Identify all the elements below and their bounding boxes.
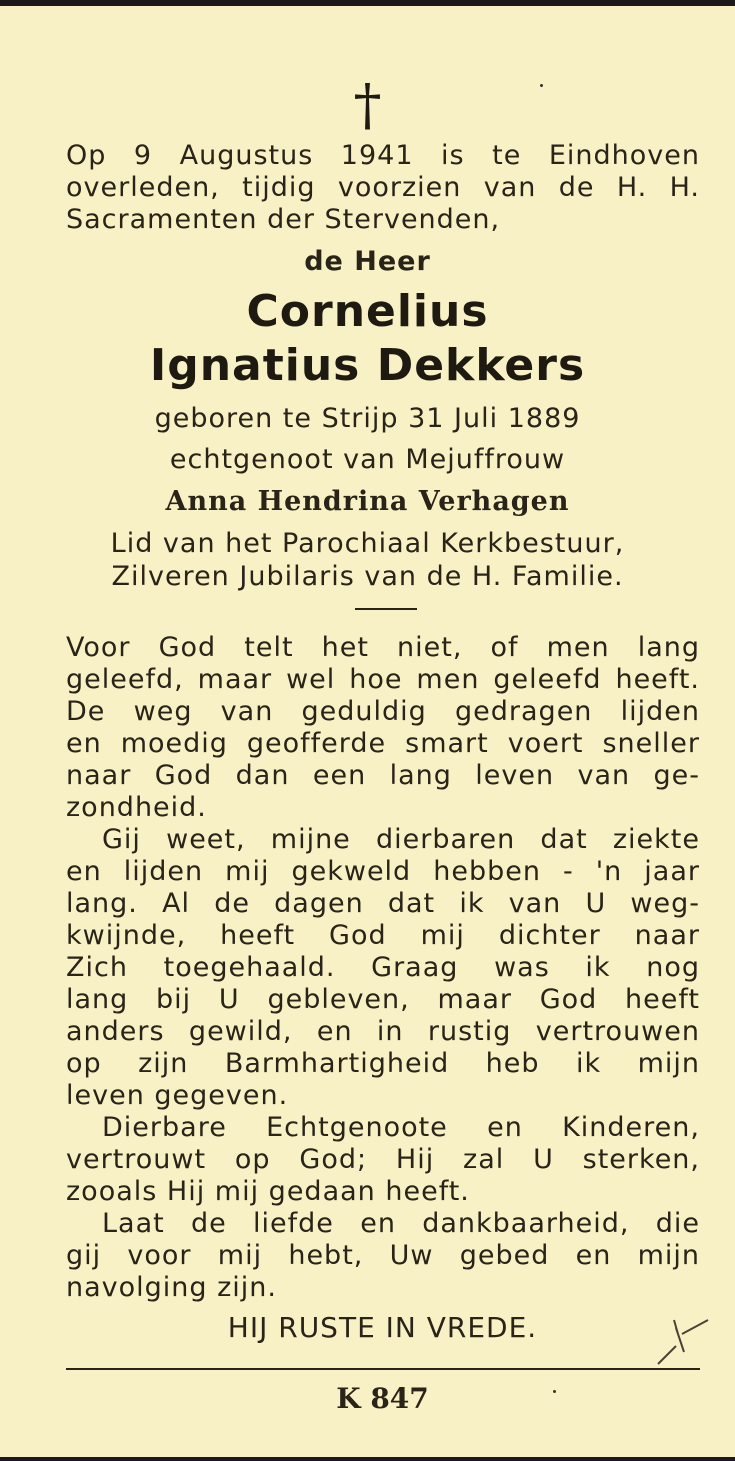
body-line: Zich toegehaald. Graag was ik nog [66,952,700,983]
body-line: lang bij U gebleven, maar God heeft [66,984,700,1015]
closing-line: HIJ RUSTE IN VREDE. [227,1311,538,1344]
deceased-last-name: Ignatius Dekkers [149,340,586,391]
spouse-name: Anna Hendrina Verhagen [165,486,570,517]
pen-mark-icon [638,1312,718,1372]
spouse-intro-line: echtgenoot van Mejuffrouw [169,444,566,475]
body-line: lang. Al de dagen dat ik van U weg- [66,888,700,919]
divider-long [66,1368,700,1370]
intro-line: Op 9 Augustus 1941 is te Eindhoven [66,140,700,171]
role-line: Lid van het Parochiaal Kerkbestuur, [110,528,625,559]
body-line: gij voor mij hebt, Uw gebed en mijn [66,1240,700,1271]
intro-line: overleden, tijdig voorzien van de H. H. [66,172,700,203]
body-line: en moedig geofferde smart voert sneller [66,728,700,759]
cross-icon: † [353,73,382,138]
body-line: Dierbare Echtgenoote en Kinderen, [102,1112,700,1143]
body-line: kwijnde, heeft God mij dichter naar [66,920,700,951]
body-line: leven gegeven. [66,1080,289,1111]
body-line: vertrouwt op God; Hij zal U sterken, [66,1144,700,1175]
body-line: anders gewild, en in rustig vertrouwen [66,1016,700,1047]
body-line: Laat de liefde en dankbaarheid, die [102,1208,700,1239]
birth-line: geboren te Strijp 31 Juli 1889 [154,403,581,434]
body-line: geleefd, maar wel hoe men geleefd heeft. [66,664,700,695]
title-line: de Heer [304,246,431,277]
body-line: zooals Hij mij gedaan heeft. [66,1176,470,1207]
speck [540,84,543,87]
body-line: naar God dan een lang leven van ge- [66,760,700,791]
reference-number: K 847 [336,1382,429,1415]
role-line: Zilveren Jubilaris van de H. Familie. [111,561,624,592]
body-line: Voor God telt het niet, of men lang [66,632,700,663]
intro-line: Sacramenten der Stervenden, [66,204,501,235]
body-line: en lijden mij gekweld hebben - 'n jaar [66,856,700,887]
speck [553,1390,556,1393]
body-line: De weg van geduldig gedragen lijden [66,696,700,727]
body-line: navolging zijn. [66,1272,278,1303]
deceased-first-name: Cornelius [246,286,489,337]
body-line: zondheid. [66,792,207,823]
body-line: op zijn Barmhartigheid heb ik mijn [66,1048,700,1079]
divider-short [355,608,417,610]
body-line: Gij weet, mijne dierbaren dat ziekte [102,824,700,855]
